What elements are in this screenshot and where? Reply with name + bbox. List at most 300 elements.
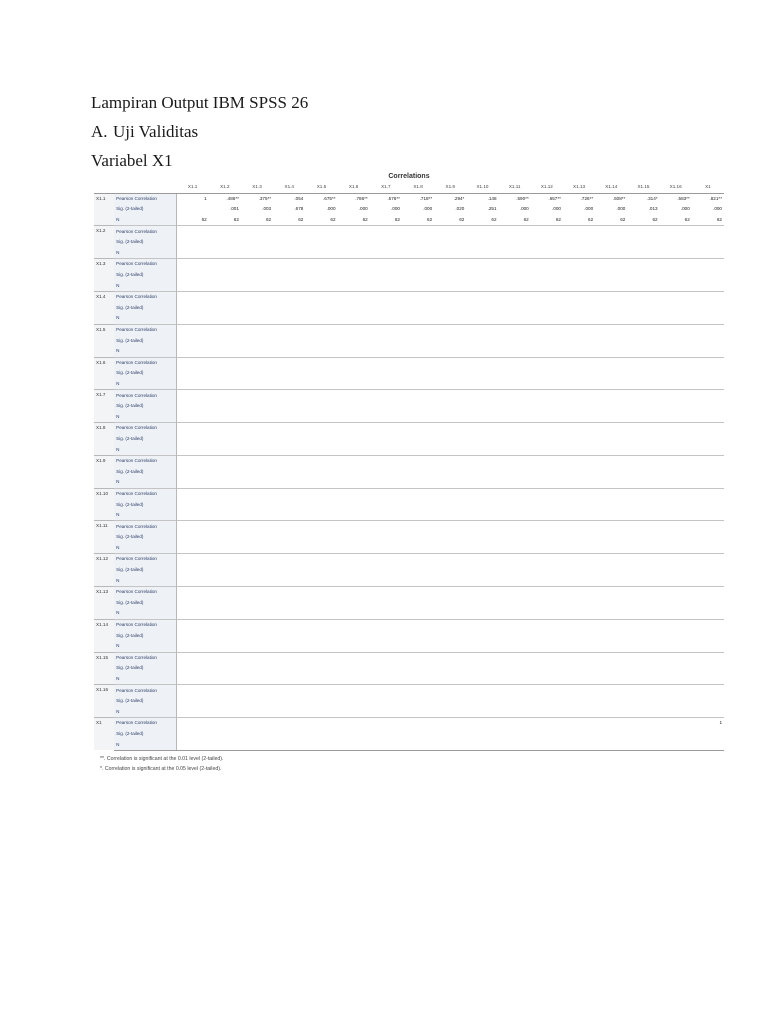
table-cell [434, 729, 466, 740]
table-cell [338, 521, 370, 532]
table-cell [627, 630, 659, 641]
table-cell [595, 510, 627, 521]
table-cell [563, 532, 595, 543]
table-cell [241, 586, 273, 597]
table-cell [241, 335, 273, 346]
table-cell [660, 739, 692, 750]
table-cell [209, 565, 241, 576]
table-cell [563, 718, 595, 729]
table-cell [595, 434, 627, 445]
table-cell: .251 [487, 206, 497, 212]
table-cell [402, 390, 434, 401]
table-cell [273, 259, 305, 270]
table-cell [338, 707, 370, 718]
table-cell [209, 390, 241, 401]
table-cell [692, 663, 724, 674]
table-cell [499, 237, 531, 248]
table-cell [595, 608, 627, 619]
table-cell [273, 226, 305, 237]
table-cell [531, 718, 563, 729]
table-cell [466, 521, 498, 532]
table-cell [660, 499, 692, 510]
table-cell [402, 630, 434, 641]
table-cell [531, 379, 563, 390]
table-cell [209, 291, 241, 302]
table-cell [563, 608, 595, 619]
column-header: X1.14 [595, 182, 627, 193]
table-cell [660, 575, 692, 586]
table-cell [499, 696, 531, 707]
statistic-label: N [114, 379, 176, 390]
table-cell [692, 237, 724, 248]
table-cell [370, 718, 402, 729]
table-cell [531, 313, 563, 324]
table-cell [660, 368, 692, 379]
statistic-label: Pearson Correlation [114, 652, 176, 663]
table-cell [563, 674, 595, 685]
table-cell [305, 598, 337, 609]
table-cell [370, 630, 402, 641]
table-cell [209, 488, 241, 499]
table-cell [660, 619, 692, 630]
table-cell [499, 729, 531, 740]
table-cell [209, 707, 241, 718]
table-cell [531, 346, 563, 357]
table-cell [402, 313, 434, 324]
table-cell [692, 575, 724, 586]
table-cell [627, 575, 659, 586]
table-cell [370, 532, 402, 543]
table-cell [338, 248, 370, 259]
table-cell [305, 554, 337, 565]
table-cell [531, 477, 563, 488]
table-cell [241, 357, 273, 368]
statistic-label: Pearson Correlation [114, 488, 176, 499]
table-cell [370, 521, 402, 532]
statistic-label: Pearson Correlation [114, 586, 176, 597]
table-cell [370, 729, 402, 740]
table-cell: .314* [627, 193, 659, 204]
table-cell [563, 641, 595, 652]
table-cell [209, 270, 241, 281]
table-cell [466, 663, 498, 674]
table-cell: 62 [652, 217, 658, 223]
table-cell [434, 641, 466, 652]
table-cell [177, 586, 209, 597]
table-cell: .821** [692, 193, 724, 204]
table-cell [466, 434, 498, 445]
table-cell [499, 586, 531, 597]
table-cell [370, 608, 402, 619]
row-variable-label: X1.9 [94, 455, 114, 488]
statistic-label: Sig. (2-tailed) [114, 565, 176, 576]
table-cell [595, 390, 627, 401]
table-cell [499, 575, 531, 586]
table-cell [402, 423, 434, 434]
column-header: X1.10 [466, 182, 498, 193]
table-cell [499, 270, 531, 281]
table-cell [531, 707, 563, 718]
table-cell [338, 423, 370, 434]
table-cell [466, 619, 498, 630]
table-cell [499, 291, 531, 302]
table-cell [241, 270, 273, 281]
table-cell [595, 685, 627, 696]
table-cell [627, 521, 659, 532]
table-cell [627, 543, 659, 554]
table-cell [434, 357, 466, 368]
table-cell [595, 466, 627, 477]
table-cell [499, 543, 531, 554]
table-cell [241, 619, 273, 630]
table-cell [531, 543, 563, 554]
table-cell [273, 652, 305, 663]
table-cell [338, 739, 370, 750]
statistic-label: N [114, 608, 176, 619]
table-cell [531, 357, 563, 368]
table-cell [177, 707, 209, 718]
table-cell [692, 641, 724, 652]
table-cell [563, 685, 595, 696]
table-cell [273, 543, 305, 554]
table-cell [241, 554, 273, 565]
table-cell [305, 608, 337, 619]
table-cell [177, 401, 209, 412]
table-cell [370, 707, 402, 718]
table-cell [305, 357, 337, 368]
table-cell [531, 291, 563, 302]
table-cell [499, 346, 531, 357]
table-cell [305, 444, 337, 455]
table-cell [338, 346, 370, 357]
table-cell [466, 575, 498, 586]
table-cell [563, 291, 595, 302]
table-row [94, 565, 724, 576]
table-cell [370, 543, 402, 554]
table-cell [177, 630, 209, 641]
table-cell [177, 204, 209, 215]
table-cell [434, 499, 466, 510]
statistic-label: Pearson Correlation [114, 291, 176, 302]
table-cell [209, 575, 241, 586]
table-cell [273, 379, 305, 390]
table-cell: 62 [716, 217, 722, 223]
table-row [94, 554, 724, 565]
table-cell [563, 411, 595, 422]
table-cell [177, 390, 209, 401]
table-cell [305, 477, 337, 488]
table-cell [338, 444, 370, 455]
table-cell [563, 237, 595, 248]
statistic-label: N [114, 280, 176, 291]
table-cell [466, 532, 498, 543]
statistic-label: N [114, 411, 176, 422]
table-cell [563, 401, 595, 412]
table-cell [305, 346, 337, 357]
table-cell [563, 346, 595, 357]
table-cell [241, 303, 273, 314]
table-cell [241, 641, 273, 652]
table-cell [595, 598, 627, 609]
table-cell [627, 652, 659, 663]
table-cell [338, 368, 370, 379]
table-cell [305, 455, 337, 466]
table-cell [466, 630, 498, 641]
table-cell [466, 510, 498, 521]
table-cell [338, 390, 370, 401]
table-cell [595, 226, 627, 237]
table-cell [627, 346, 659, 357]
table-cell [563, 434, 595, 445]
table-row [94, 598, 724, 609]
statistic-label: Sig. (2-tailed) [114, 303, 176, 314]
table-cell [273, 663, 305, 674]
table-cell [273, 455, 305, 466]
table-cell [692, 729, 724, 740]
column-header: X1.8 [402, 182, 434, 193]
table-cell [434, 707, 466, 718]
table-cell [627, 423, 659, 434]
table-cell [563, 575, 595, 586]
table-cell [466, 346, 498, 357]
table-cell [273, 565, 305, 576]
table-row [94, 313, 724, 324]
table-cell [241, 280, 273, 291]
table-cell: .294* [434, 193, 466, 204]
table-cell [563, 739, 595, 750]
table-cell [660, 641, 692, 652]
table-cell [370, 510, 402, 521]
table-cell [595, 718, 627, 729]
table-cell [466, 641, 498, 652]
table-cell [595, 401, 627, 412]
table-caption: Correlations [388, 173, 430, 180]
table-cell [660, 707, 692, 718]
statistic-label: Pearson Correlation [114, 357, 176, 368]
table-cell [370, 270, 402, 281]
table-cell [660, 270, 692, 281]
table-cell [627, 499, 659, 510]
table-cell [241, 598, 273, 609]
table-cell: .020 [455, 206, 465, 212]
table-cell [209, 303, 241, 314]
table-cell: .000 [680, 206, 690, 212]
table-cell [305, 652, 337, 663]
table-header [94, 182, 724, 193]
table-cell [241, 630, 273, 641]
table-cell [209, 248, 241, 259]
table-cell [273, 696, 305, 707]
table-cell [660, 554, 692, 565]
table-cell [209, 313, 241, 324]
table-cell [531, 280, 563, 291]
table-cell [434, 586, 466, 597]
table-cell [402, 379, 434, 390]
table-row [94, 707, 724, 718]
table-cell [338, 477, 370, 488]
table-cell [531, 466, 563, 477]
table-cell [595, 488, 627, 499]
table-cell [660, 663, 692, 674]
table-cell [499, 565, 531, 576]
table-cell [273, 423, 305, 434]
column-header: X1.12 [531, 182, 563, 193]
table-cell [209, 434, 241, 445]
table-cell [466, 729, 498, 740]
table-cell [209, 466, 241, 477]
document-title: Lampiran Output IBM SPSS 26 [91, 93, 309, 112]
table-cell [531, 455, 563, 466]
table-cell [273, 401, 305, 412]
table-cell [370, 554, 402, 565]
table-cell [402, 477, 434, 488]
table-cell [209, 335, 241, 346]
table-cell [402, 303, 434, 314]
table-row [94, 215, 724, 226]
table-cell [563, 248, 595, 259]
table-cell [402, 411, 434, 422]
table-cell [305, 270, 337, 281]
table-cell [434, 619, 466, 630]
table-cell [563, 226, 595, 237]
table-cell [402, 335, 434, 346]
table-row [94, 674, 724, 685]
table-cell [177, 729, 209, 740]
table-cell [209, 543, 241, 554]
table-cell [305, 663, 337, 674]
table-cell [434, 685, 466, 696]
table-cell [402, 521, 434, 532]
table-cell [627, 313, 659, 324]
table-cell [434, 368, 466, 379]
table-cell [338, 565, 370, 576]
table-cell: .508** [595, 193, 627, 204]
table-cell [595, 532, 627, 543]
table-cell [273, 335, 305, 346]
table-cell: .001 [229, 206, 239, 212]
table-cell [338, 510, 370, 521]
table-cell [338, 488, 370, 499]
table-cell [660, 411, 692, 422]
table-cell: .726** [563, 193, 595, 204]
table-cell [660, 390, 692, 401]
table-cell: .657** [531, 193, 563, 204]
table-cell [177, 543, 209, 554]
table-cell [370, 499, 402, 510]
table-cell [499, 652, 531, 663]
table-cell [402, 270, 434, 281]
table-cell [627, 608, 659, 619]
table-cell [177, 641, 209, 652]
table-cell [627, 565, 659, 576]
table-cell [531, 608, 563, 619]
table-cell [499, 477, 531, 488]
table-cell [305, 532, 337, 543]
table-cell [273, 685, 305, 696]
table-cell [466, 543, 498, 554]
row-variable-label: X1.16 [94, 685, 114, 718]
table-cell: 62 [362, 217, 368, 223]
table-cell [434, 379, 466, 390]
table-cell [241, 237, 273, 248]
table-cell [434, 390, 466, 401]
row-variable-label: X1.3 [94, 259, 114, 292]
table-row [94, 390, 724, 401]
row-variable-label: X1.4 [94, 291, 114, 324]
table-cell [402, 248, 434, 259]
table-row [94, 259, 724, 270]
table-cell [531, 521, 563, 532]
table-cell [338, 586, 370, 597]
table-cell [692, 401, 724, 412]
table-cell [209, 226, 241, 237]
table-cell [305, 565, 337, 576]
table-cell [177, 696, 209, 707]
statistic-label: Sig. (2-tailed) [114, 630, 176, 641]
table-cell [499, 521, 531, 532]
column-header: X1.2 [209, 182, 241, 193]
table-cell: 62 [684, 217, 690, 223]
table-cell: .675** [305, 193, 337, 204]
table-cell [338, 543, 370, 554]
table-cell [305, 707, 337, 718]
statistic-label: N [114, 739, 176, 750]
table-cell [499, 313, 531, 324]
table-cell [177, 554, 209, 565]
table-row [94, 575, 724, 586]
table-cell [241, 674, 273, 685]
table-cell [692, 619, 724, 630]
table-cell [563, 444, 595, 455]
table-row [94, 444, 724, 455]
table-cell [370, 379, 402, 390]
table-cell [241, 521, 273, 532]
table-cell [531, 739, 563, 750]
column-header: X1.15 [627, 182, 659, 193]
table-cell [338, 532, 370, 543]
table-cell [692, 313, 724, 324]
table-cell [177, 619, 209, 630]
table-cell [402, 739, 434, 750]
table-cell [241, 510, 273, 521]
table-cell [434, 663, 466, 674]
table-cell [209, 237, 241, 248]
table-cell [692, 303, 724, 314]
table-cell: .000 [326, 206, 336, 212]
table-cell [595, 630, 627, 641]
table-cell [338, 652, 370, 663]
table-cell [692, 586, 724, 597]
table-cell: 62 [394, 217, 400, 223]
table-cell [499, 499, 531, 510]
table-cell [627, 510, 659, 521]
table-row [94, 434, 724, 445]
table-cell [627, 357, 659, 368]
statistic-label: Pearson Correlation [114, 324, 176, 335]
table-cell [305, 248, 337, 259]
table-cell [627, 411, 659, 422]
table-cell [627, 324, 659, 335]
table-cell [627, 739, 659, 750]
table-cell [499, 674, 531, 685]
table-row [94, 303, 724, 314]
table-cell [627, 434, 659, 445]
column-header: X1.7 [370, 182, 402, 193]
statistic-label: Sig. (2-tailed) [114, 270, 176, 281]
table-cell [434, 477, 466, 488]
table-cell [466, 324, 498, 335]
table-cell [531, 303, 563, 314]
